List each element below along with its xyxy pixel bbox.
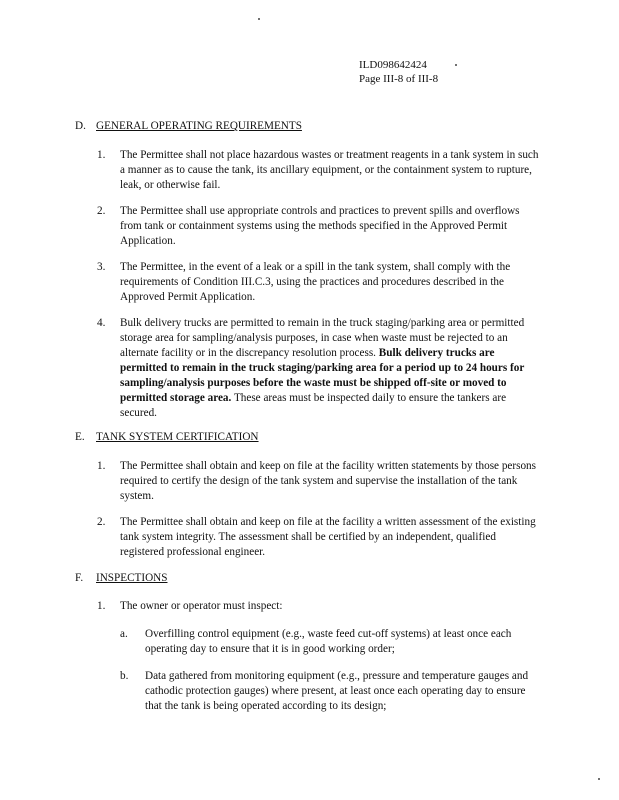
- section-d-item-1-number: 1.: [97, 149, 106, 161]
- page-number: Page III-8 of III-8: [359, 73, 439, 85]
- section-e-item-1-number: 1.: [97, 460, 106, 472]
- item-4-bold-text: Bulk delivery trucks are permitted to remain in the truck staging/parking area for a period up to 24 hours for sampling/analysis purposes before the waste must be shipped off-site or moved to permitted storage area.: [120, 347, 525, 404]
- section-f-subitem-a-text: Overfilling control equipment (e.g., waste feed cut-off systems) at least once each operating day to ensure that it is in good working order;: [145, 628, 512, 655]
- item-4-text-part-a: Bulk delivery trucks are permitted to remain in the truck staging/parking area or permitted storage area for sampling/analysis purposes, in case when waste must be rejected to an alternate facility or in the discrepancy resolution process.: [120, 317, 525, 359]
- section-e-item-2-number: 2.: [97, 516, 106, 528]
- section-e-letter: E.: [75, 431, 85, 443]
- section-d-item-3-number: 3.: [97, 261, 106, 273]
- section-e-title: TANK SYSTEM CERTIFICATION: [96, 431, 259, 443]
- section-d-item-1-text: The Permittee shall not place hazardous wastes or treatment reagents in a tank system in such a manner as to cause the tank, its ancillary equipment, or the containment system to rupture, leak, or otherwise fail.: [120, 149, 539, 191]
- scan-speck: [598, 778, 600, 780]
- item-4-text-part-b: These areas must be inspected daily to ensure the tankers are secured.: [120, 392, 507, 419]
- section-d-item-4-number: 4.: [97, 317, 106, 329]
- page-header: [359, 58, 438, 86]
- section-f-subitem-a-letter: a.: [120, 628, 128, 640]
- document-id: ILD098642424: [359, 59, 427, 71]
- section-d-item-3-text: The Permittee, in the event of a leak or a spill in the tank system, shall comply with the requirements of Condition III.C.3, using the practices and procedures described in the Approved Permit Application.: [120, 261, 511, 303]
- scan-speck: [258, 18, 260, 20]
- section-e-item-2-text: The Permittee shall obtain and keep on file at the facility a written assessment of the existing tank system integrity. The assessment shall be certified by an independent, qualified registered professional engineer.: [120, 516, 536, 558]
- section-f-item-1-text: The owner or operator must inspect:: [120, 600, 283, 612]
- section-f-item-1-number: 1.: [97, 600, 106, 612]
- section-f-letter: F.: [75, 572, 84, 584]
- section-d-item-4-text: [120, 316, 542, 421]
- scan-speck: [455, 64, 457, 66]
- section-f-title: INSPECTIONS: [96, 572, 168, 584]
- section-d-item-2-number: 2.: [97, 205, 106, 217]
- section-d-title: GENERAL OPERATING REQUIREMENTS: [96, 120, 302, 132]
- section-d-letter: D.: [75, 120, 86, 132]
- section-e-item-1-text: The Permittee shall obtain and keep on file at the facility written statements by those persons required to certify the design of the tank system and supervise the installation of the tank system.: [120, 460, 536, 502]
- section-f-subitem-b-letter: b.: [120, 670, 129, 682]
- section-d-item-2-text: The Permittee shall use appropriate controls and practices to prevent spills and overflows from tank or containment systems using the methods specified in the Approved Permit Application.: [120, 205, 520, 247]
- section-f-subitem-b-text: Data gathered from monitoring equipment (e.g., pressure and temperature gauges and cathodic protection gauges) where present, at least once each operating day to ensure that the tank is being operated according to its design;: [145, 670, 529, 712]
